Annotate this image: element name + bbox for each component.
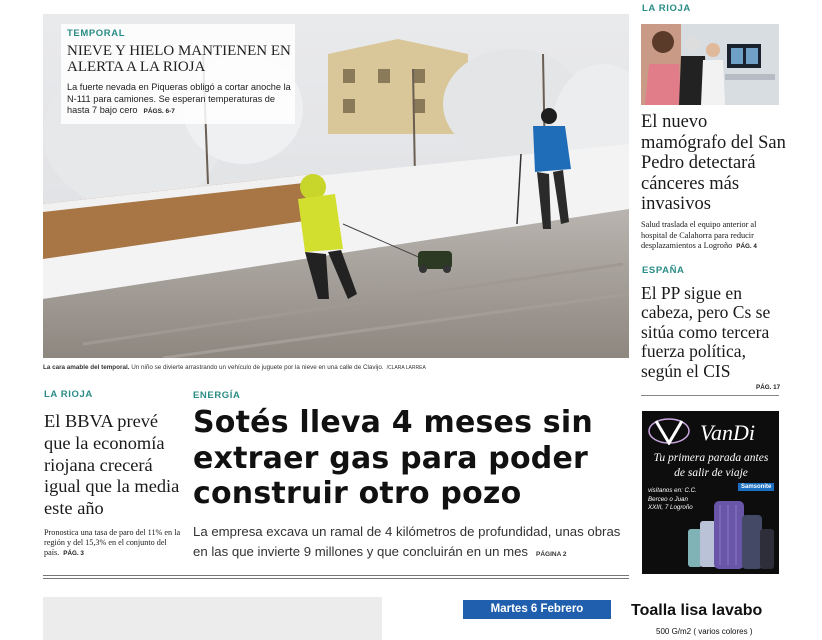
ad-tagline: Tu primera parada antes de salir de viaje xyxy=(653,452,769,479)
bbva-summary-text: Pronostica una tasa de paro del 11% en la región y del 15,3% en el conjunto del país. xyxy=(44,528,181,558)
towel-ad-title[interactable]: Toalla lisa lavabo xyxy=(631,602,763,619)
temporal-description xyxy=(67,82,291,118)
temporal-pages: PÁGS. 6-7 xyxy=(143,108,175,115)
pp-cis-headline[interactable]: El PP sigue en cabeza, pero Cs se sitúa como tercera fuerza política, según el CIS xyxy=(641,283,771,381)
bbva-summary xyxy=(44,528,184,560)
bbva-pages: PÁG. 3 xyxy=(63,550,84,558)
section-rule-top xyxy=(43,575,629,576)
ad-brand: VanDi xyxy=(700,420,755,445)
section-label-espana: ESPAÑA xyxy=(642,265,685,276)
mammograph-headline[interactable]: El nuevo mamógrafo del San Pedro detectará cánceres más invasivos xyxy=(641,112,786,214)
section-label-energia: ENERGÍA xyxy=(193,390,241,401)
lead-summary xyxy=(193,522,629,564)
caption-text: Un niño se divierte arrastrando un vehículo de juguete por la nieve en una calle de Clavijo. xyxy=(131,364,384,371)
photo-caption xyxy=(43,364,629,371)
pp-pages: PÁG. 17 xyxy=(756,384,781,391)
mammograph-summary-text: Salud traslada el equipo anterior al hospital de Calahorra para reducir desplazamientos a Logroño xyxy=(641,220,757,250)
suitcases-icon xyxy=(686,495,776,573)
ad-partner-badge: Samsonite xyxy=(738,483,774,491)
mammograph-photo xyxy=(641,24,779,105)
lead-summary-text: La empresa excava un ramal de 4 kilómetros de profundidad, unas obras en las que invierte 9 millones y que concluirán en un mes xyxy=(193,524,621,559)
lead-headline[interactable]: Sotés lleva 4 meses sin extraer gas para poder construir otro pozo xyxy=(193,405,593,511)
temporal-headline-box xyxy=(61,24,295,124)
section-label-temporal: TEMPORAL xyxy=(67,28,126,39)
vandi-logo-icon xyxy=(648,417,690,445)
ad-locations: visítanos en: C.C. Berceo o Juan XXIII, 7 Logroño xyxy=(648,487,697,512)
towel-ad-subtitle: 500 G/m2 ( varios colores ) xyxy=(656,627,753,636)
column-divider xyxy=(641,395,779,396)
section-rule-bottom xyxy=(43,578,629,579)
bottom-ad-photo xyxy=(43,597,382,640)
temporal-description-text: La fuerte nevada en Piqueras obligó a cortar anoche la N-111 para camiones. Se esperan temperaturas de hasta 7 bajo cero xyxy=(67,82,291,115)
section-label-rioja-top: LA RIOJA xyxy=(642,3,691,14)
caption-lead: La cara amable del temporal. xyxy=(43,364,130,371)
mammograph-pages: PÁG. 4 xyxy=(736,243,757,250)
lead-pages: PÁGINA 2 xyxy=(536,550,567,558)
bbva-headline[interactable]: El BBVA prevé que la economía riojana crecerá igual que la media este año xyxy=(44,411,180,519)
caption-credit: /CLARA LARREA xyxy=(386,365,426,371)
temporal-title[interactable]: NIEVE Y HIELO MANTIENEN EN ALERTA A LA RIOJA xyxy=(67,43,291,75)
date-banner: Martes 6 Febrero xyxy=(463,600,611,619)
section-label-rioja-mid: LA RIOJA xyxy=(44,389,93,400)
vandi-advertisement[interactable] xyxy=(642,411,779,574)
mammograph-summary xyxy=(641,220,783,253)
